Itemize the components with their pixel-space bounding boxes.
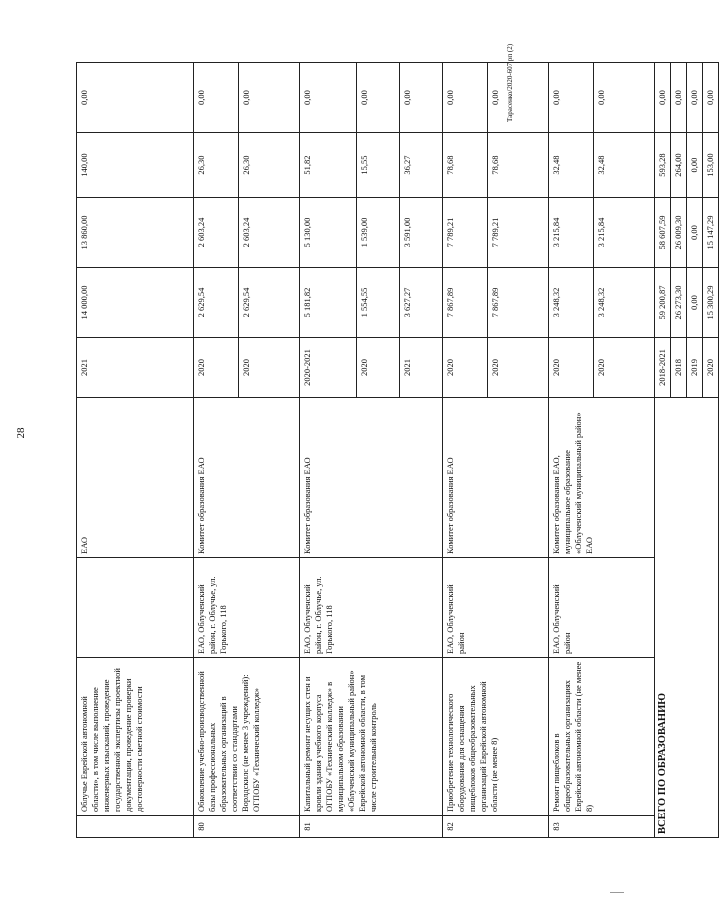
regional-budget-cell: 32,48 <box>549 133 594 198</box>
local-budget-cell: 0,00 <box>194 63 239 133</box>
year-cell: 2018-2021 <box>655 338 671 398</box>
regional-budget-cell: 0,00 <box>687 133 703 198</box>
local-budget-cell: 0,00 <box>239 63 300 133</box>
table-row <box>443 63 488 838</box>
total-cost-cell: 2 629,54 <box>239 268 300 338</box>
federal-budget-cell: 7 789,21 <box>443 198 488 268</box>
customer: Комитет образования ЕАО <box>300 398 443 558</box>
total-cost-cell: 2 629,54 <box>194 268 239 338</box>
regional-budget-cell: 32,48 <box>594 133 655 198</box>
budget-table <box>76 62 719 838</box>
total-cost-cell: 3 627,27 <box>400 268 443 338</box>
local-budget-cell: 0,00 <box>357 63 400 133</box>
federal-budget-cell: 3 591,00 <box>400 198 443 268</box>
regional-budget-cell: 78,68 <box>488 133 549 198</box>
year-cell: 2020-2021 <box>300 338 357 398</box>
year-cell: 2020 <box>488 338 549 398</box>
object-address: ЕАО, Облученский район, г. Облучье, ул. Горького, 118 <box>300 558 443 658</box>
local-budget-cell: 0,00 <box>443 63 488 133</box>
federal-budget-cell: 26 009,30 <box>671 198 687 268</box>
regional-budget-cell: 78,68 <box>443 133 488 198</box>
regional-budget-cell: 153,00 <box>703 133 719 198</box>
local-budget-cell: 0,00 <box>549 63 594 133</box>
row-number <box>77 816 194 838</box>
table-row <box>194 63 239 838</box>
year-cell: 2020 <box>594 338 655 398</box>
federal-budget-cell: 58 607,59 <box>655 198 671 268</box>
year-cell: 2018 <box>671 338 687 398</box>
object-address: ЕАО, Облученский район, г. Облучье, ул. Горького, 118 <box>194 558 300 658</box>
total-cost-cell: 0,00 <box>687 268 703 338</box>
regional-budget-cell: 264,00 <box>671 133 687 198</box>
table-row <box>549 63 594 838</box>
regional-budget-cell: 51,82 <box>300 133 357 198</box>
object-name: Облучье Еврейской автономной области», в том числе выполнение инженерных изысканий, проведение государственной экспертизы проектной документации, проведение проверки достоверности сметной стоимости <box>77 658 194 816</box>
local-budget-cell: 0,00 <box>300 63 357 133</box>
customer: ЕАО <box>77 398 194 558</box>
table-body <box>77 63 719 838</box>
federal-budget-cell: 2 603,24 <box>194 198 239 268</box>
regional-budget-cell: 26,30 <box>239 133 300 198</box>
object-name: Обновление учебно-производственной базы профессиональных образовательных организаций в соответствии со стандартами Ворлдскилс (не менее 3 учреждений): ОГПОБУ «Технический колледж» <box>194 658 300 816</box>
total-cost-cell: 1 554,55 <box>357 268 400 338</box>
year-cell: 2020 <box>549 338 594 398</box>
year-cell: 2021 <box>77 338 194 398</box>
local-budget-cell: 0,00 <box>671 63 687 133</box>
federal-budget-cell: 2 603,24 <box>239 198 300 268</box>
federal-budget-cell: 3 215,84 <box>549 198 594 268</box>
federal-budget-cell: 7 789,21 <box>488 198 549 268</box>
federal-budget-cell: 1 539,00 <box>357 198 400 268</box>
total-cost-cell: 3 248,32 <box>549 268 594 338</box>
scan-mark <box>610 892 624 893</box>
year-cell: 2020 <box>703 338 719 398</box>
object-name: Ремонт пищеблоков в общеобразовательных организациях Еврейской автономной области (не менее 8) <box>549 658 655 816</box>
federal-budget-cell: 3 215,84 <box>594 198 655 268</box>
year-cell: 2020 <box>239 338 300 398</box>
customer: Комитет образования ЕАО, муниципальное образование «Облученский муниципальный район» ЕАО <box>549 398 655 558</box>
table-row <box>300 63 357 838</box>
object-name: Приобретение технологического оборудования для оснащения пищеблоков общеобразовательных организаций Еврейской автономной области (не менее 8) <box>443 658 549 816</box>
total-label: ВСЕГО ПО ОБРАЗОВАНИЮ <box>655 398 719 838</box>
total-cost-cell: 5 181,82 <box>300 268 357 338</box>
customer: Комитет образования ЕАО <box>194 398 300 558</box>
table-row <box>77 63 194 838</box>
regional-budget-cell: 26,30 <box>194 133 239 198</box>
regional-budget-cell: 36,27 <box>400 133 443 198</box>
total-cost-cell: 26 273,30 <box>671 268 687 338</box>
federal-budget-cell: 15 147,29 <box>703 198 719 268</box>
local-budget-cell: 0,00 <box>488 63 549 133</box>
total-cost-cell: 15 300,29 <box>703 268 719 338</box>
regional-budget-cell: 593,28 <box>655 133 671 198</box>
local-budget-cell: 0,00 <box>655 63 671 133</box>
page-number: 28 <box>15 427 27 439</box>
local-budget-cell: 0,00 <box>77 63 194 133</box>
row-number: 80 <box>194 816 300 838</box>
year-cell: 2020 <box>194 338 239 398</box>
federal-budget-cell: 13 860,00 <box>77 198 194 268</box>
row-number: 82 <box>443 816 549 838</box>
regional-budget-cell: 15,55 <box>357 133 400 198</box>
row-number: 83 <box>549 816 655 838</box>
total-cost-cell: 14 000,00 <box>77 268 194 338</box>
object-name: Капитальный ремонт несущих стен и кровли здания учебного корпуса ОГПОБУ «Технический колледж» в муниципальном образовании «Облученский муниципальный район» Еврейской автономной области, в том числе строительный контроль <box>300 658 443 816</box>
year-cell: 2020 <box>443 338 488 398</box>
document-code: Тарасенко/2020-607 рп (2) <box>506 43 514 122</box>
local-budget-cell: 0,00 <box>687 63 703 133</box>
year-cell: 2020 <box>357 338 400 398</box>
local-budget-cell: 0,00 <box>703 63 719 133</box>
federal-budget-cell: 0,00 <box>687 198 703 268</box>
year-cell: 2021 <box>400 338 443 398</box>
object-address: ЕАО, Облученский район <box>443 558 549 658</box>
local-budget-cell: 0,00 <box>400 63 443 133</box>
total-cost-cell: 59 200,87 <box>655 268 671 338</box>
customer: Комитет образования ЕАО <box>443 398 549 558</box>
total-cost-cell: 3 248,32 <box>594 268 655 338</box>
federal-budget-cell: 5 130,00 <box>300 198 357 268</box>
budget-table-rotated <box>76 63 715 838</box>
row-number: 81 <box>300 816 443 838</box>
local-budget-cell: 0,00 <box>594 63 655 133</box>
total-row <box>655 63 671 838</box>
regional-budget-cell: 140,00 <box>77 133 194 198</box>
total-cost-cell: 7 867,89 <box>443 268 488 338</box>
object-address: ЕАО, Облученский район <box>549 558 655 658</box>
year-cell: 2019 <box>687 338 703 398</box>
total-cost-cell: 7 867,89 <box>488 268 549 338</box>
object-address <box>77 558 194 658</box>
